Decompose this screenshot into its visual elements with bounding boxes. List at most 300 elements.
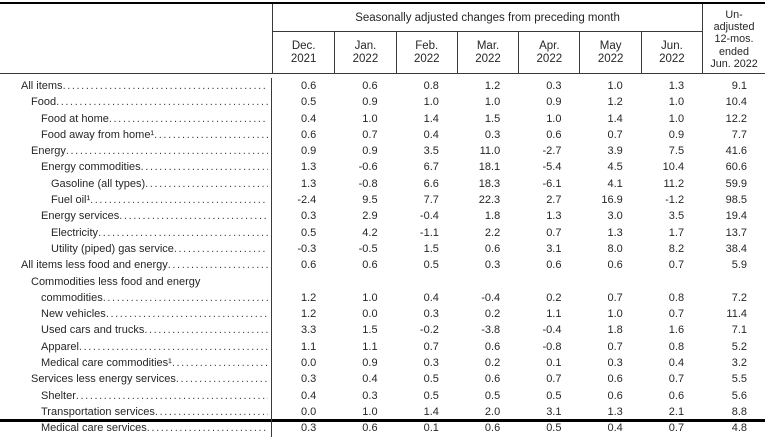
- month-value-cell: 0.7: [546, 373, 562, 386]
- month-value-cell: 18.1: [478, 161, 501, 174]
- month-value-cell: 0.6: [484, 373, 501, 386]
- month-value-cell: 1.1: [362, 340, 378, 353]
- unadjusted-header-line: Jun. 2022: [710, 57, 758, 70]
- row-label-cell: [0, 225, 272, 241]
- leader-dots: [106, 306, 268, 322]
- month-value-cell: 1.3: [301, 177, 317, 190]
- month-value-cell: -3.8: [481, 324, 501, 337]
- row-label-line: [0, 225, 268, 241]
- row-label-cell: [0, 306, 272, 322]
- row-label-cell: [0, 322, 272, 338]
- month-header-cell: [273, 32, 334, 73]
- leader-dots: [141, 159, 268, 175]
- month-value-cell: 0.3: [607, 357, 623, 370]
- month-value-cell: 0.5: [423, 389, 439, 402]
- month-value-cell: 9.5: [362, 194, 378, 207]
- month-value-cell: 1.0: [668, 96, 685, 109]
- month-value-cell: 0.9: [668, 128, 685, 141]
- leader-dots: [56, 94, 268, 110]
- month-value-cell: -1.2: [665, 194, 685, 207]
- leader-dots: [145, 176, 268, 192]
- month-value-cell: 3.5: [668, 210, 685, 223]
- month-value-cell: 0.8: [423, 80, 439, 92]
- month-value-cell: 1.0: [423, 96, 439, 109]
- row-label: Commodities less food and energy: [31, 275, 201, 288]
- month-value-cell: 3.1: [546, 405, 562, 418]
- month-value-cell: 10.4: [662, 161, 685, 174]
- month-value-cell: 0.6: [546, 128, 562, 141]
- month-value-cell: 1.7: [668, 226, 685, 239]
- leader-dots: [109, 111, 268, 127]
- month-value-cell: 0.0: [362, 308, 378, 321]
- month-value-cell: 22.3: [478, 194, 501, 207]
- row-label-line: [0, 306, 268, 322]
- table-row: [0, 241, 765, 257]
- leader-dots: [155, 404, 268, 420]
- month-header-cell: [457, 32, 518, 73]
- month-value-cell: -0.6: [358, 161, 378, 174]
- month-value-cell: 0.3: [362, 389, 378, 402]
- month-value-cell: 3.1: [546, 242, 562, 255]
- row-label-line: [0, 290, 268, 306]
- month-value-cell: 0.9: [362, 145, 378, 158]
- month-value-cell: 0.4: [362, 373, 378, 386]
- table-row: [0, 159, 765, 175]
- month-value-cell: 0.3: [301, 210, 317, 223]
- unadjusted-value-cell: 9.1: [731, 80, 747, 92]
- month-value-cell: 0.6: [607, 259, 623, 272]
- unadjusted-value-cell: 5.6: [731, 389, 747, 402]
- row-label-cell: [0, 241, 272, 257]
- row-label-line: [0, 127, 268, 143]
- unadjusted-value-cell: 41.6: [725, 145, 747, 158]
- month-value-cell: 1.3: [301, 161, 317, 174]
- unadjusted-value-cell: 59.9: [725, 177, 747, 190]
- month-value-cell: -0.8: [358, 177, 378, 190]
- leader-dots: [147, 420, 268, 436]
- month-value-cell: 1.5: [484, 112, 501, 125]
- month-value-cell: 1.0: [484, 96, 501, 109]
- seasonally-adjusted-header-group: [272, 4, 703, 73]
- leader-dots: [79, 339, 268, 355]
- month-value-cell: 0.4: [423, 291, 439, 304]
- row-label: Food away from home¹: [41, 128, 155, 141]
- table-header: [0, 4, 765, 74]
- month-value-cell: 1.4: [607, 112, 623, 125]
- row-label-line: [0, 322, 268, 338]
- month-value-cell: 1.0: [607, 80, 623, 92]
- row-label-continued: commodities: [41, 291, 103, 304]
- unadjusted-value-cell: 60.6: [725, 161, 747, 174]
- month-value-cell: 0.6: [484, 340, 501, 353]
- table-row: [0, 78, 765, 94]
- row-label-line: [0, 111, 268, 127]
- month-value-cell: 0.7: [607, 340, 623, 353]
- unadjusted-value-cell: 13.7: [725, 226, 747, 239]
- row-label: Energy: [31, 145, 66, 158]
- month-value-cell: 0.7: [668, 308, 685, 321]
- month-value-cell: 1.0: [668, 112, 685, 125]
- row-label-cell: [0, 371, 272, 387]
- month-value-cell: 0.5: [484, 389, 501, 402]
- month-value-cell: 3.9: [607, 145, 623, 158]
- month-value-cell: 4.2: [362, 226, 378, 239]
- month-value-cell: 0.5: [301, 96, 317, 109]
- month-value-cell: 0.7: [546, 226, 562, 239]
- month-value-cell: 0.2: [484, 357, 501, 370]
- row-label: All items: [21, 80, 63, 92]
- row-label-line: [0, 404, 268, 420]
- table-row: [0, 176, 765, 192]
- month-value-cell: 0.9: [362, 357, 378, 370]
- table-row: [0, 420, 765, 436]
- unadjusted-value-cell: 8.8: [731, 405, 747, 418]
- month-value-cell: -0.8: [542, 340, 562, 353]
- month-year: 2022: [413, 52, 440, 65]
- month-value-cell: 6.7: [423, 161, 439, 174]
- row-label: New vehicles: [41, 308, 106, 321]
- table-row: [0, 274, 765, 307]
- month-value-cell: 0.6: [301, 128, 317, 141]
- row-label-cell: [0, 420, 272, 436]
- month-value-cell: 3.5: [423, 145, 439, 158]
- month-value-cell: 0.5: [423, 259, 439, 272]
- month-value-cell: -2.4: [297, 194, 317, 207]
- month-value-cell: 1.2: [484, 80, 501, 92]
- leader-dots: [66, 143, 268, 159]
- month-value-cell: 1.1: [301, 340, 317, 353]
- month-value-cell: 0.5: [546, 422, 562, 435]
- month-value-cell: -0.3: [297, 242, 317, 255]
- month-value-cell: 1.4: [423, 405, 439, 418]
- table-row: [0, 225, 765, 241]
- row-label: Services less energy services: [31, 373, 176, 386]
- row-label: Used cars and trucks: [41, 324, 145, 337]
- month-value-cell: 0.6: [546, 259, 562, 272]
- table-row: [0, 322, 765, 338]
- month-value-cell: 18.3: [478, 177, 501, 190]
- leader-dots: [174, 241, 268, 257]
- unadjusted-header-line: Un-: [725, 9, 743, 21]
- month-value-cell: 0.4: [423, 128, 439, 141]
- month-value-cell: 3.0: [607, 210, 623, 223]
- unadjusted-header-line: 12-mos.: [714, 33, 754, 46]
- month-value-cell: 0.2: [484, 308, 501, 321]
- row-label-cell: [0, 388, 272, 404]
- unadjusted-column-header: [703, 4, 765, 73]
- month-value-cell: 0.3: [484, 128, 501, 141]
- unadjusted-header-line: adjusted: [713, 21, 755, 34]
- month-value-cell: 1.3: [607, 226, 623, 239]
- row-label: Food: [31, 96, 57, 109]
- month-value-cell: 0.7: [668, 373, 685, 386]
- month-value-cell: 8.0: [607, 242, 623, 255]
- month-value-cell: 1.4: [423, 112, 439, 125]
- month-year: 2022: [597, 52, 624, 65]
- month-value-cell: 0.7: [362, 128, 378, 141]
- row-label: All items less food and energy: [21, 259, 168, 272]
- row-label-cell: [0, 143, 272, 159]
- row-label-line: [0, 78, 268, 94]
- month-year: 2022: [352, 52, 379, 65]
- month-value-cell: -0.2: [419, 324, 439, 337]
- row-label: Utility (piped) gas service: [51, 242, 174, 255]
- month-value-cell: 3.3: [301, 324, 317, 337]
- row-label-cell: [0, 355, 272, 371]
- month-name: Jun.: [661, 39, 683, 52]
- leader-dots: [154, 127, 268, 143]
- month-value-cell: 1.2: [301, 291, 317, 304]
- unadjusted-value-cell: 4.8: [731, 422, 747, 435]
- row-label-line: [0, 159, 268, 175]
- row-label-cell: [0, 274, 272, 307]
- row-label-line: [0, 388, 268, 404]
- row-label: Medical care services: [41, 422, 147, 435]
- month-value-cell: 7.7: [423, 194, 439, 207]
- month-header-cell: [579, 32, 640, 73]
- month-value-cell: 0.6: [607, 389, 623, 402]
- row-label-cell: [0, 78, 272, 94]
- month-value-cell: 0.1: [423, 422, 439, 435]
- month-value-cell: 0.6: [484, 242, 501, 255]
- row-label-line: [0, 208, 268, 224]
- month-value-cell: 0.2: [546, 291, 562, 304]
- month-value-cell: 1.3: [668, 80, 685, 92]
- month-value-cell: 0.6: [301, 80, 317, 92]
- row-label-line: [0, 192, 268, 208]
- month-value-cell: 2.1: [668, 405, 685, 418]
- month-value-cell: 0.3: [423, 308, 439, 321]
- month-value-cell: 4.1: [607, 177, 623, 190]
- unadjusted-value-cell: 10.4: [725, 96, 747, 109]
- table-row: [0, 257, 765, 273]
- month-year: 2021: [290, 52, 317, 65]
- month-value-cell: 0.6: [301, 259, 317, 272]
- month-value-cell: 0.6: [484, 422, 501, 435]
- month-name: May: [599, 39, 622, 52]
- row-label-line: [0, 371, 268, 387]
- unadjusted-value-cell: 5.5: [731, 373, 747, 386]
- table-row: [0, 111, 765, 127]
- leader-dots: [98, 225, 268, 241]
- month-value-cell: 0.0: [301, 405, 317, 418]
- month-year: 2022: [659, 52, 685, 65]
- month-value-cell: 1.0: [362, 405, 378, 418]
- month-value-cell: -2.7: [542, 145, 562, 158]
- unadjusted-value-cell: 19.4: [725, 210, 747, 223]
- row-label-line: [0, 94, 268, 110]
- table-row: [0, 371, 765, 387]
- month-value-cell: 0.5: [546, 389, 562, 402]
- row-label: Energy commodities: [41, 161, 141, 174]
- row-label-line: [0, 241, 268, 257]
- row-label-cell: [0, 404, 272, 420]
- table-row: [0, 127, 765, 143]
- month-value-cell: 16.9: [601, 194, 623, 207]
- leader-dots: [144, 322, 268, 338]
- unadjusted-value-cell: 5.2: [731, 340, 747, 353]
- month-value-cell: 1.5: [423, 242, 439, 255]
- row-label-cell: [0, 208, 272, 224]
- month-value-cell: 1.3: [546, 210, 562, 223]
- month-value-cell: 0.9: [362, 96, 378, 109]
- table-row: [0, 192, 765, 208]
- month-value-cell: 0.7: [423, 340, 439, 353]
- month-value-cell: 0.6: [362, 80, 378, 92]
- month-header-cell: [641, 32, 702, 73]
- month-value-cell: 11.2: [663, 177, 685, 190]
- month-value-cell: 2.7: [546, 194, 562, 207]
- row-label-line: [0, 274, 268, 290]
- month-name: Jan.: [354, 39, 377, 52]
- month-value-cell: 11.0: [479, 145, 501, 158]
- month-value-cell: -0.4: [542, 324, 562, 337]
- table-row: [0, 143, 765, 159]
- unadjusted-header-line: ended: [719, 45, 750, 58]
- row-label: Medical care commodities¹: [41, 357, 172, 370]
- month-value-cell: -5.4: [542, 161, 562, 174]
- month-value-cell: 0.3: [301, 373, 317, 386]
- month-name: Dec.: [291, 39, 316, 52]
- month-value-cell: 1.2: [607, 96, 623, 109]
- month-value-cell: 0.6: [362, 259, 378, 272]
- month-value-cell: -0.4: [419, 210, 439, 223]
- row-label-line: [0, 257, 268, 273]
- month-value-cell: 0.4: [668, 357, 685, 370]
- month-value-cell: 0.9: [301, 145, 317, 158]
- table-row: [0, 388, 765, 404]
- table-row: [0, 306, 765, 322]
- month-value-cell: 0.4: [301, 389, 317, 402]
- table-row: [0, 355, 765, 371]
- month-value-cell: -6.1: [542, 177, 562, 190]
- month-value-cell: 0.8: [668, 291, 685, 304]
- month-year: 2022: [475, 52, 501, 65]
- month-value-cell: 0.4: [607, 422, 623, 435]
- month-value-cell: 0.1: [546, 357, 562, 370]
- table-row: [0, 208, 765, 224]
- row-label-line: [0, 143, 268, 159]
- month-value-cell: 1.8: [484, 210, 501, 223]
- table-row: [0, 404, 765, 420]
- month-value-cell: 1.8: [607, 324, 623, 337]
- table-row: [0, 94, 765, 110]
- month-value-cell: 0.8: [668, 340, 685, 353]
- row-label-line: [0, 355, 268, 371]
- row-label-cell: [0, 111, 272, 127]
- month-value-cell: 1.6: [668, 324, 685, 337]
- month-header-cell: [334, 32, 395, 73]
- stub-header-cell: [0, 4, 272, 73]
- row-label-cell: [0, 94, 272, 110]
- unadjusted-value-cell: 7.1: [731, 324, 747, 337]
- seasonally-adjusted-group-label: Seasonally adjusted changes from preceding month: [273, 4, 702, 32]
- month-value-cell: 1.5: [362, 324, 378, 337]
- leader-dots: [90, 192, 268, 208]
- row-label: Transportation services: [41, 405, 155, 418]
- unadjusted-value-cell: 5.9: [731, 259, 747, 272]
- leader-dots: [176, 371, 268, 387]
- month-value-cell: 0.5: [301, 226, 317, 239]
- month-value-cell: 0.6: [607, 373, 623, 386]
- month-value-cell: 8.2: [668, 242, 685, 255]
- row-label: Apparel: [41, 340, 79, 353]
- month-value-cell: 0.5: [423, 373, 439, 386]
- table-row: [0, 339, 765, 355]
- month-value-cell: 1.3: [607, 405, 623, 418]
- leader-dots: [76, 388, 268, 404]
- unadjusted-value-cell: 3.2: [731, 357, 747, 370]
- row-label: Fuel oil¹: [51, 194, 91, 207]
- row-label: Electricity: [51, 226, 99, 239]
- unadjusted-value-cell: 7.7: [731, 128, 747, 141]
- month-value-cell: 2.9: [362, 210, 378, 223]
- row-label-cell: [0, 159, 272, 175]
- row-label: Gasoline (all types): [51, 177, 146, 190]
- month-name: Apr.: [539, 39, 560, 52]
- month-value-cell: -0.5: [358, 242, 378, 255]
- unadjusted-value-cell: 12.2: [725, 112, 747, 125]
- row-label: Food at home: [41, 112, 109, 125]
- leader-dots: [168, 257, 268, 273]
- leader-dots: [103, 290, 268, 306]
- row-label: Shelter: [41, 389, 76, 402]
- month-value-cell: 0.3: [484, 259, 501, 272]
- month-value-cell: 1.2: [301, 308, 317, 321]
- month-year: 2022: [536, 52, 563, 65]
- month-value-cell: 0.4: [301, 112, 317, 125]
- month-value-cell: 1.0: [362, 291, 378, 304]
- row-label-cell: [0, 192, 272, 208]
- month-value-cell: 0.7: [607, 128, 623, 141]
- month-value-cell: 4.5: [607, 161, 623, 174]
- month-value-cell: 0.7: [607, 291, 623, 304]
- month-value-cell: 1.0: [607, 308, 623, 321]
- month-value-cell: 0.3: [546, 80, 562, 92]
- month-value-cell: 0.7: [668, 422, 685, 435]
- month-value-cell: 0.9: [546, 96, 562, 109]
- leader-dots: [119, 208, 268, 224]
- month-value-cell: 0.6: [362, 422, 378, 435]
- month-header-row: [273, 32, 702, 73]
- month-value-cell: 0.3: [423, 357, 439, 370]
- month-header-cell: [396, 32, 457, 73]
- month-value-cell: 2.2: [484, 226, 501, 239]
- row-label: Energy services: [41, 210, 120, 223]
- month-value-cell: 0.6: [668, 389, 685, 402]
- month-value-cell: 0.7: [668, 259, 685, 272]
- row-label-cell: [0, 176, 272, 192]
- month-value-cell: 6.6: [423, 177, 439, 190]
- row-label-line: [0, 176, 268, 192]
- unadjusted-value-cell: 38.4: [725, 242, 747, 255]
- unadjusted-value-cell: 98.5: [725, 194, 747, 207]
- month-value-cell: -1.1: [419, 226, 439, 239]
- month-name: Feb.: [415, 39, 439, 52]
- month-value-cell: 0.0: [301, 357, 317, 370]
- month-header-cell: [518, 32, 579, 73]
- row-label-cell: [0, 257, 272, 273]
- month-value-cell: 2.0: [484, 405, 501, 418]
- row-label-line: [0, 420, 268, 436]
- unadjusted-value-cell: 7.2: [731, 291, 747, 304]
- month-value-cell: 1.1: [546, 308, 562, 321]
- month-value-cell: 0.3: [301, 422, 317, 435]
- leader-dots: [172, 355, 268, 371]
- cpi-table: [0, 2, 765, 435]
- month-value-cell: 1.0: [546, 112, 562, 125]
- month-value-cell: -0.4: [481, 291, 501, 304]
